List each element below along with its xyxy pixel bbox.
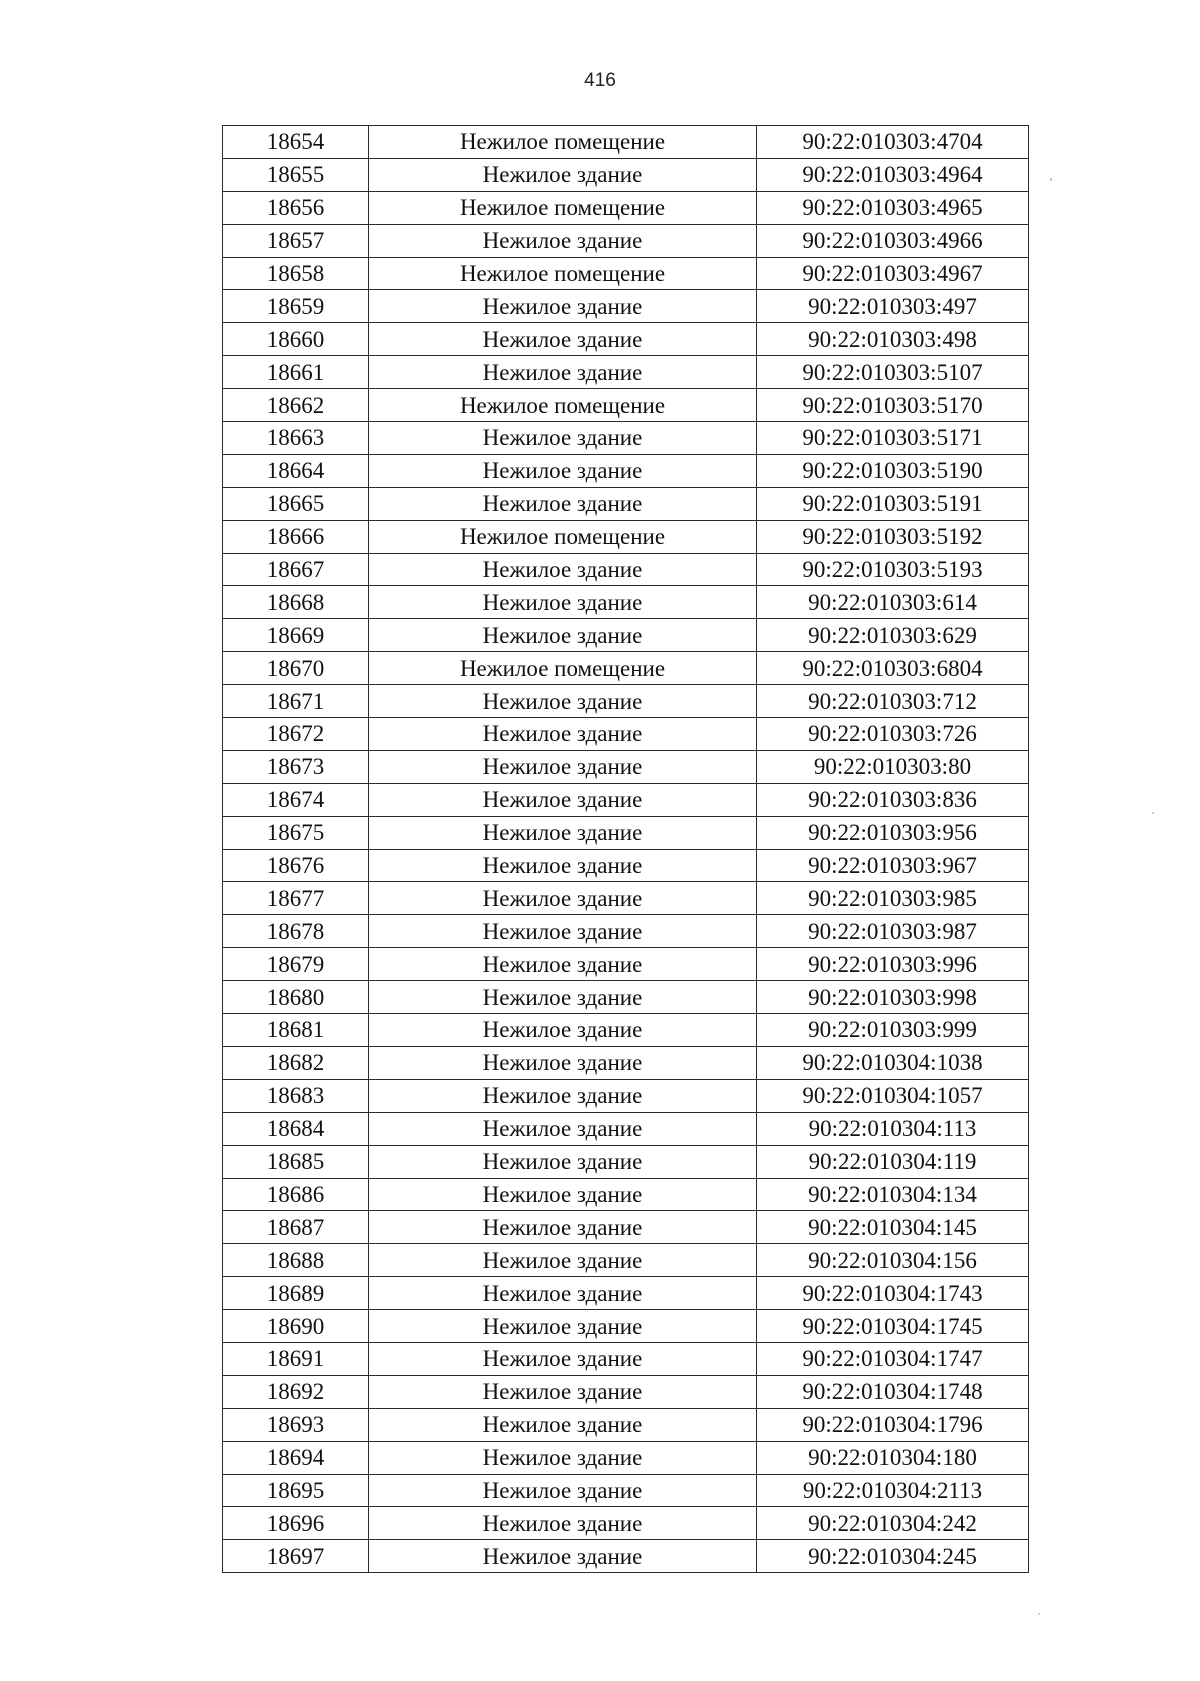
cadastral-number-cell: 90:22:010304:245	[757, 1540, 1029, 1573]
object-type-cell: Нежилое здание	[369, 948, 757, 981]
cadastral-number-cell: 90:22:010304:1745	[757, 1310, 1029, 1343]
cadastral-number-cell: 90:22:010303:5171	[757, 422, 1029, 455]
table-row	[223, 652, 1029, 685]
object-type-cell: Нежилое здание	[369, 849, 757, 882]
cadastral-number-cell: 90:22:010303:5170	[757, 389, 1029, 422]
cadastral-number-cell: 90:22:010304:156	[757, 1244, 1029, 1277]
table-row	[223, 158, 1029, 191]
cadastral-number-cell: 90:22:010303:4967	[757, 257, 1029, 290]
row-number-cell: 18681	[223, 1014, 369, 1047]
table-row	[223, 783, 1029, 816]
table-row	[223, 520, 1029, 553]
row-number-cell: 18663	[223, 422, 369, 455]
table-row	[223, 1474, 1029, 1507]
table-row	[223, 1079, 1029, 1112]
row-number-cell: 18677	[223, 882, 369, 915]
object-type-cell: Нежилое здание	[369, 1441, 757, 1474]
cadastral-number-cell: 90:22:010304:1038	[757, 1046, 1029, 1079]
table-row	[223, 948, 1029, 981]
cadastral-number-cell: 90:22:010304:113	[757, 1112, 1029, 1145]
object-type-cell: Нежилое здание	[369, 224, 757, 257]
cadastral-number-cell: 90:22:010303:956	[757, 816, 1029, 849]
object-type-cell: Нежилое здание	[369, 1507, 757, 1540]
object-type-cell: Нежилое здание	[369, 619, 757, 652]
table-row	[223, 816, 1029, 849]
object-type-cell: Нежилое здание	[369, 1540, 757, 1573]
row-number-cell: 18685	[223, 1145, 369, 1178]
row-number-cell: 18673	[223, 750, 369, 783]
cadastral-number-cell: 90:22:010303:987	[757, 915, 1029, 948]
cadastral-number-cell: 90:22:010303:4964	[757, 158, 1029, 191]
row-number-cell: 18675	[223, 816, 369, 849]
row-number-cell: 18669	[223, 619, 369, 652]
table-body	[223, 126, 1029, 1573]
table-row	[223, 553, 1029, 586]
object-type-cell: Нежилое здание	[369, 882, 757, 915]
cadastral-number-cell: 90:22:010303:629	[757, 619, 1029, 652]
row-number-cell: 18658	[223, 257, 369, 290]
row-number-cell: 18690	[223, 1310, 369, 1343]
table-row	[223, 1112, 1029, 1145]
object-type-cell: Нежилое здание	[369, 586, 757, 619]
registry-table	[222, 125, 1029, 1573]
table-row	[223, 1310, 1029, 1343]
cadastral-number-cell: 90:22:010304:242	[757, 1507, 1029, 1540]
row-number-cell: 18693	[223, 1408, 369, 1441]
object-type-cell: Нежилое здание	[369, 290, 757, 323]
cadastral-number-cell: 90:22:010303:996	[757, 948, 1029, 981]
cadastral-number-cell: 90:22:010303:497	[757, 290, 1029, 323]
object-type-cell: Нежилое здание	[369, 1046, 757, 1079]
object-type-cell: Нежилое здание	[369, 1244, 757, 1277]
cadastral-number-cell: 90:22:010303:5193	[757, 553, 1029, 586]
object-type-cell: Нежилое здание	[369, 553, 757, 586]
cadastral-number-cell: 90:22:010303:998	[757, 981, 1029, 1014]
cadastral-number-cell: 90:22:010303:999	[757, 1014, 1029, 1047]
table-row	[223, 422, 1029, 455]
row-number-cell: 18683	[223, 1079, 369, 1112]
row-number-cell: 18680	[223, 981, 369, 1014]
row-number-cell: 18688	[223, 1244, 369, 1277]
cadastral-number-cell: 90:22:010304:119	[757, 1145, 1029, 1178]
cadastral-number-cell: 90:22:010303:498	[757, 323, 1029, 356]
row-number-cell: 18695	[223, 1474, 369, 1507]
cadastral-number-cell: 90:22:010303:5107	[757, 356, 1029, 389]
object-type-cell: Нежилое здание	[369, 685, 757, 718]
table-row	[223, 915, 1029, 948]
scan-speck	[1050, 178, 1052, 181]
cadastral-number-cell: 90:22:010304:1743	[757, 1277, 1029, 1310]
table-row	[223, 323, 1029, 356]
row-number-cell: 18661	[223, 356, 369, 389]
table-row	[223, 1211, 1029, 1244]
table-row	[223, 882, 1029, 915]
table-row	[223, 224, 1029, 257]
cadastral-number-cell: 90:22:010304:1057	[757, 1079, 1029, 1112]
cadastral-number-cell: 90:22:010303:5190	[757, 454, 1029, 487]
object-type-cell: Нежилое здание	[369, 915, 757, 948]
table-row	[223, 981, 1029, 1014]
object-type-cell: Нежилое здание	[369, 487, 757, 520]
row-number-cell: 18687	[223, 1211, 369, 1244]
row-number-cell: 18691	[223, 1342, 369, 1375]
object-type-cell: Нежилое здание	[369, 1474, 757, 1507]
object-type-cell: Нежилое здание	[369, 1310, 757, 1343]
table-row	[223, 454, 1029, 487]
cadastral-number-cell: 90:22:010304:1796	[757, 1408, 1029, 1441]
table-row	[223, 257, 1029, 290]
table-row	[223, 1046, 1029, 1079]
row-number-cell: 18662	[223, 389, 369, 422]
row-number-cell: 18684	[223, 1112, 369, 1145]
object-type-cell: Нежилое здание	[369, 1408, 757, 1441]
table-row	[223, 1441, 1029, 1474]
row-number-cell: 18697	[223, 1540, 369, 1573]
table-row	[223, 586, 1029, 619]
cadastral-number-cell: 90:22:010304:1748	[757, 1375, 1029, 1408]
object-type-cell: Нежилое здание	[369, 1211, 757, 1244]
row-number-cell: 18671	[223, 685, 369, 718]
row-number-cell: 18665	[223, 487, 369, 520]
row-number-cell: 18657	[223, 224, 369, 257]
row-number-cell: 18678	[223, 915, 369, 948]
table-row	[223, 1277, 1029, 1310]
table-row	[223, 1507, 1029, 1540]
object-type-cell: Нежилое здание	[369, 422, 757, 455]
page-number: 416	[584, 70, 616, 91]
row-number-cell: 18655	[223, 158, 369, 191]
cadastral-number-cell: 90:22:010303:4966	[757, 224, 1029, 257]
table-row	[223, 191, 1029, 224]
object-type-cell: Нежилое здание	[369, 750, 757, 783]
table-row	[223, 1014, 1029, 1047]
cadastral-number-cell: 90:22:010303:985	[757, 882, 1029, 915]
cadastral-number-cell: 90:22:010304:134	[757, 1178, 1029, 1211]
cadastral-number-cell: 90:22:010303:4704	[757, 126, 1029, 159]
row-number-cell: 18674	[223, 783, 369, 816]
cadastral-number-cell: 90:22:010303:5191	[757, 487, 1029, 520]
row-number-cell: 18670	[223, 652, 369, 685]
table-row	[223, 389, 1029, 422]
table-row	[223, 1244, 1029, 1277]
row-number-cell: 18667	[223, 553, 369, 586]
object-type-cell: Нежилое помещение	[369, 257, 757, 290]
row-number-cell: 18666	[223, 520, 369, 553]
object-type-cell: Нежилое здание	[369, 158, 757, 191]
object-type-cell: Нежилое здание	[369, 1277, 757, 1310]
table-row	[223, 685, 1029, 718]
object-type-cell: Нежилое здание	[369, 816, 757, 849]
table-row	[223, 290, 1029, 323]
table-row	[223, 487, 1029, 520]
object-type-cell: Нежилое здание	[369, 356, 757, 389]
object-type-cell: Нежилое здание	[369, 1178, 757, 1211]
row-number-cell: 18668	[223, 586, 369, 619]
object-type-cell: Нежилое помещение	[369, 191, 757, 224]
cadastral-number-cell: 90:22:010303:967	[757, 849, 1029, 882]
row-number-cell: 18664	[223, 454, 369, 487]
cadastral-number-cell: 90:22:010303:5192	[757, 520, 1029, 553]
object-type-cell: Нежилое помещение	[369, 652, 757, 685]
object-type-cell: Нежилое помещение	[369, 520, 757, 553]
row-number-cell: 18686	[223, 1178, 369, 1211]
cadastral-number-cell: 90:22:010303:80	[757, 750, 1029, 783]
cadastral-number-cell: 90:22:010303:836	[757, 783, 1029, 816]
table-row	[223, 126, 1029, 159]
table-row	[223, 750, 1029, 783]
table-row	[223, 1540, 1029, 1573]
cadastral-number-cell: 90:22:010303:614	[757, 586, 1029, 619]
cadastral-number-cell: 90:22:010303:712	[757, 685, 1029, 718]
row-number-cell: 18660	[223, 323, 369, 356]
object-type-cell: Нежилое здание	[369, 1079, 757, 1112]
table-row	[223, 718, 1029, 751]
object-type-cell: Нежилое здание	[369, 1375, 757, 1408]
table-row	[223, 1375, 1029, 1408]
row-number-cell: 18676	[223, 849, 369, 882]
object-type-cell: Нежилое помещение	[369, 389, 757, 422]
scan-speck	[1038, 1613, 1040, 1615]
row-number-cell: 18682	[223, 1046, 369, 1079]
table-row	[223, 619, 1029, 652]
table-row	[223, 1408, 1029, 1441]
row-number-cell: 18659	[223, 290, 369, 323]
object-type-cell: Нежилое здание	[369, 718, 757, 751]
cadastral-number-cell: 90:22:010304:180	[757, 1441, 1029, 1474]
object-type-cell: Нежилое здание	[369, 454, 757, 487]
cadastral-number-cell: 90:22:010303:726	[757, 718, 1029, 751]
row-number-cell: 18694	[223, 1441, 369, 1474]
object-type-cell: Нежилое здание	[369, 981, 757, 1014]
object-type-cell: Нежилое помещение	[369, 126, 757, 159]
object-type-cell: Нежилое здание	[369, 323, 757, 356]
row-number-cell: 18654	[223, 126, 369, 159]
table-row	[223, 1178, 1029, 1211]
cadastral-number-cell: 90:22:010304:2113	[757, 1474, 1029, 1507]
object-type-cell: Нежилое здание	[369, 783, 757, 816]
object-type-cell: Нежилое здание	[369, 1145, 757, 1178]
scan-speck	[1152, 812, 1154, 814]
row-number-cell: 18696	[223, 1507, 369, 1540]
row-number-cell: 18656	[223, 191, 369, 224]
object-type-cell: Нежилое здание	[369, 1112, 757, 1145]
row-number-cell: 18692	[223, 1375, 369, 1408]
table-row	[223, 356, 1029, 389]
cadastral-number-cell: 90:22:010304:145	[757, 1211, 1029, 1244]
table-row	[223, 1342, 1029, 1375]
cadastral-number-cell: 90:22:010304:1747	[757, 1342, 1029, 1375]
row-number-cell: 18679	[223, 948, 369, 981]
object-type-cell: Нежилое здание	[369, 1342, 757, 1375]
table-row	[223, 849, 1029, 882]
row-number-cell: 18689	[223, 1277, 369, 1310]
table-row	[223, 1145, 1029, 1178]
cadastral-number-cell: 90:22:010303:6804	[757, 652, 1029, 685]
object-type-cell: Нежилое здание	[369, 1014, 757, 1047]
row-number-cell: 18672	[223, 718, 369, 751]
cadastral-number-cell: 90:22:010303:4965	[757, 191, 1029, 224]
